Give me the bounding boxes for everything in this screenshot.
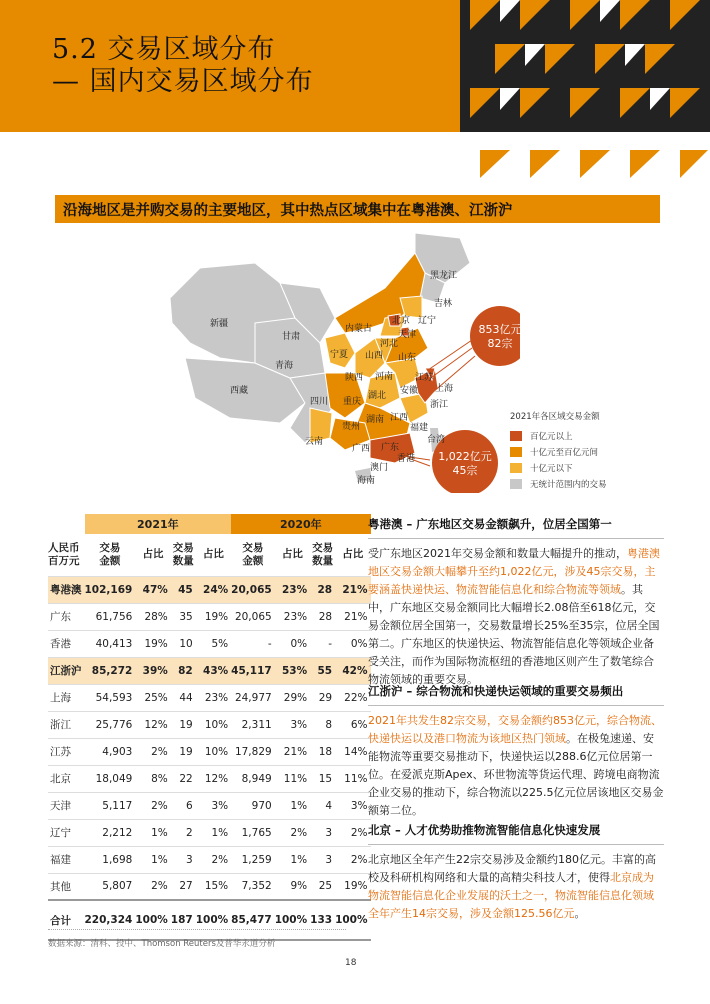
section-title: 粤港澳 – 广东地区交易金额飙升，位居全国第一 (368, 516, 664, 539)
divider (48, 929, 346, 930)
table-cell: 23% (283, 610, 308, 623)
section-gba (368, 516, 664, 689)
table-cell: 1% (151, 853, 168, 866)
table-cell: 20,065 (231, 576, 275, 603)
section-body: 受广东地区2021年交易金额和数量大幅提升的推动，粤港澳地区交易金额大幅攀升至约1,022亿元，涉及45宗交易，主要涵盖快递快运、物流智能信息化和综合物流等领域。其中，广东地区交易金额同比大幅增长2.08倍至618亿元，交易金额位居全国第一，交易数量增长25%至35宗，位居全国第二。广东地区的快递快运、物流智能信息化等领域企业备受关注，而作为国际物流枢纽的香港地区则产生了数笔综合物流领域的重要交易。 (368, 547, 660, 686)
map-label: 山西 (365, 351, 384, 361)
table-cell: 12% (144, 718, 168, 731)
table-cell: 25% (144, 691, 168, 704)
table-row (48, 873, 371, 900)
legend-item: 十亿元至百亿元间 (510, 444, 607, 460)
map-label: 吉林 (434, 299, 453, 309)
table-cell: 11% (344, 772, 368, 785)
table-cell: 14% (344, 745, 368, 758)
table-cell: 10% (204, 718, 229, 731)
region-name-cell: 北京 (50, 773, 71, 785)
table-cell: 45 (171, 576, 196, 603)
map-label: 青海 (275, 361, 294, 371)
map-label: 澳门 (370, 463, 389, 473)
table-row (48, 846, 371, 873)
table-cell: 1,259 (241, 853, 272, 866)
map-label: 湖北 (368, 391, 387, 401)
table-cell: 55 (310, 657, 335, 684)
table-cell: 42% (335, 657, 370, 684)
legend-title: 2021年各区域交易金额 (510, 412, 600, 422)
table-cell: 2 (186, 826, 193, 839)
table-cell: 1% (290, 799, 308, 812)
table-cell: 20,065 (234, 610, 272, 623)
table-cell: 47% (135, 576, 170, 603)
table-cell: 3 (186, 853, 193, 866)
col-share: 占比 (202, 548, 224, 561)
table-row (48, 819, 371, 846)
map-label: 山东 (398, 353, 417, 363)
region-name-cell: 上海 (50, 692, 71, 704)
map-label: 湖南 (366, 415, 385, 425)
year-2020-header: 2020年 (231, 514, 370, 534)
banner-text: 沿海地区是并购交易的主要地区，其中热点区域集中在粤港澳、江浙沪 (63, 203, 513, 219)
table-row (48, 603, 371, 630)
table-cell: 2% (350, 853, 368, 866)
map-label: 新疆 (210, 319, 229, 329)
table-row (48, 576, 371, 603)
table-cell: 19 (179, 718, 193, 731)
map-label: 宁夏 (330, 350, 349, 360)
table-cell: 3% (211, 799, 229, 812)
map-label: 河南 (375, 372, 394, 382)
table-cell: 22% (344, 691, 368, 704)
table-cell: - (267, 637, 272, 650)
table-cell: 8 (325, 718, 333, 731)
table-cell: 6 (186, 799, 193, 812)
region-name-cell: 辽宁 (50, 827, 71, 839)
region-name-cell: 福建 (50, 854, 71, 866)
table-cell: 15 (318, 772, 333, 785)
deal-region-table (48, 514, 371, 941)
col-amount: 交易 金额 (242, 541, 264, 567)
table-cell: 27 (179, 880, 193, 893)
table-cell: 8% (151, 772, 168, 785)
table-cell: 29 (318, 691, 333, 704)
table-cell: 17,829 (234, 745, 272, 758)
table-row (48, 792, 371, 819)
year-2021-header: 2021年 (85, 514, 232, 534)
table-cell: 2% (151, 745, 168, 758)
table-total-row (48, 900, 371, 940)
legend-item: 十亿元以下 (510, 460, 607, 476)
table-cell: 4 (325, 799, 333, 812)
region-name-cell: 江浙沪 (48, 657, 85, 684)
table-cell: 39% (135, 657, 170, 684)
table-cell: 2% (350, 826, 368, 839)
table-cell: 1% (151, 826, 168, 839)
table-row (48, 657, 371, 684)
map-label: 内蒙古 (345, 324, 373, 334)
map-label: 江西 (390, 413, 409, 423)
table-cell: 5% (211, 637, 229, 650)
table-cell: 100% (195, 914, 229, 926)
table-cell: 21% (335, 576, 370, 603)
col-amount: 交易 金额 (99, 541, 121, 567)
table-cell: 3% (290, 718, 308, 731)
map-label: 黑龙江 (430, 271, 458, 281)
table-cell: 24% (196, 576, 231, 603)
region-name-cell: 其他 (50, 880, 71, 893)
section-body: 2021年共发生82宗交易，交易金额约853亿元，综合物流、快递快运以及港口物流为该地区热门领域。在极兔速递、安能物流等重要交易推动下，快递快运以288.6亿元位居第一位。在爱派克斯Apex、环世物流等货运代理、跨境电商物流企业交易的推动下，综合物流以225.5亿元位居该地区交易金额第二位。 (368, 714, 664, 817)
table-cell: 22 (179, 772, 193, 785)
table-row (48, 630, 371, 657)
table-cell: 3% (350, 799, 368, 812)
table-cell: 54,593 (95, 691, 133, 704)
map-label: 上海 (435, 384, 454, 394)
table-cell: 2,311 (241, 718, 272, 731)
map-label: 香港 (397, 454, 416, 464)
table-cell: 29% (283, 691, 308, 704)
table-row (48, 738, 371, 765)
map-label: 辽宁 (418, 316, 437, 326)
map-label: 天津 (398, 330, 417, 340)
map-label: 河北 (380, 339, 399, 349)
table-cell: 85,477 (231, 914, 272, 926)
table-cell: 220,324 (84, 914, 133, 926)
legend-item: 百亿元以上 (510, 428, 607, 444)
table-cell: 24,977 (234, 691, 272, 704)
table-cell: 28 (318, 610, 333, 623)
col-count: 交易 数量 (312, 541, 334, 567)
region-name-cell: 广东 (50, 611, 71, 623)
table-cell: - (328, 637, 333, 650)
map-label: 福建 (410, 423, 429, 433)
table-cell: 18 (318, 745, 333, 758)
key-finding-banner (55, 195, 660, 223)
table-row (48, 711, 371, 738)
table-cell: 133 (310, 914, 333, 926)
table-cell: 7,352 (241, 880, 272, 893)
table-cell: 35 (179, 610, 193, 623)
table-cell: 23% (275, 576, 310, 603)
map-label: 台湾 (427, 435, 446, 445)
table-cell: 19% (344, 880, 368, 893)
title-line-1: 5.2 交易区域分布 (52, 34, 276, 65)
table-cell: 1% (211, 826, 229, 839)
col-share: 占比 (281, 548, 303, 561)
col-share: 占比 (342, 548, 364, 561)
table-cell: 61,756 (95, 610, 133, 623)
page-header (0, 0, 710, 132)
table-cell: 100% (135, 914, 168, 926)
region-name-cell: 粤港澳 (48, 576, 85, 603)
bubble-top-label: 853亿元 82宗 (478, 323, 522, 350)
unit-header: 人民币 百万元 (48, 541, 80, 567)
table-cell: 102,169 (85, 576, 136, 603)
table-cell: 15% (204, 880, 229, 893)
table-cell: 1% (290, 853, 308, 866)
map-label: 陕西 (345, 373, 364, 383)
section-beijing (368, 822, 664, 923)
section-yrd (368, 683, 664, 820)
table-cell: 6% (350, 718, 368, 731)
region-name-cell: 浙江 (50, 719, 71, 731)
table-cell: 10% (204, 745, 229, 758)
map-label: 广东 (381, 443, 400, 453)
table-cell: 85,272 (85, 657, 136, 684)
table-cell: 3 (325, 826, 333, 839)
table-cell: 4,903 (102, 745, 133, 758)
map-label: 广西 (352, 444, 371, 454)
map-label: 安徽 (400, 386, 419, 396)
table-cell: 45,117 (231, 657, 275, 684)
section-title: 北京 – 人才优势助推物流智能信息化快速发展 (368, 822, 664, 845)
map-label: 甘肃 (282, 332, 301, 342)
table-cell: 1,765 (241, 826, 272, 839)
table-cell: 0% (290, 637, 308, 650)
table-cell: 10 (179, 637, 193, 650)
table-cell: 100% (274, 914, 308, 926)
table-cell: 3 (325, 853, 333, 866)
page-number: 18 (345, 958, 357, 968)
table-cell: 25 (318, 880, 333, 893)
table-cell: 1,698 (102, 853, 133, 866)
region-name-cell: 江苏 (50, 746, 71, 758)
table-cell: 44 (179, 691, 193, 704)
table-cell: 21% (344, 610, 368, 623)
table-cell: 5,807 (102, 880, 133, 893)
col-share: 占比 (142, 548, 164, 561)
table-cell: 21% (283, 745, 308, 758)
map-label: 江苏 (415, 373, 434, 383)
table-cell: 2% (151, 799, 168, 812)
region-name-cell: 天津 (50, 800, 71, 812)
table-cell: 43% (196, 657, 231, 684)
page-title (52, 34, 314, 98)
table-cell: 18,049 (95, 772, 133, 785)
table-cell: 40,413 (95, 637, 133, 650)
table-cell: 2% (290, 826, 308, 839)
region-name-cell: 合计 (50, 914, 71, 927)
map-label: 浙江 (430, 400, 449, 410)
table-cell: 19 (179, 745, 193, 758)
table-cell: 5,117 (102, 799, 133, 812)
table-cell: 2% (211, 853, 229, 866)
map-legend (510, 410, 607, 492)
map-label: 北京 (392, 316, 411, 326)
table-cell: 12% (204, 772, 229, 785)
table-cell: 100% (335, 914, 368, 926)
map-label: 四川 (310, 397, 329, 407)
data-source: 数据来源：清科、投中、Thomson Reuters及普华永道分析 (48, 939, 276, 949)
table-cell: 28% (144, 610, 168, 623)
title-line-2: — 国内交易区域分布 (52, 66, 314, 97)
table-cell: 28 (310, 576, 335, 603)
table-cell: 2% (151, 880, 168, 893)
map-label: 贵州 (342, 422, 361, 432)
table-cell: 19% (204, 610, 229, 623)
table-cell: 0% (350, 637, 368, 650)
region-name-cell: 香港 (50, 638, 71, 650)
table-row (48, 684, 371, 711)
table-cell: 82 (171, 657, 196, 684)
table-row (48, 765, 371, 792)
table-cell: 8,949 (241, 772, 272, 785)
map-label: 云南 (305, 437, 324, 447)
triangle-pattern (460, 0, 710, 180)
table-cell: 23% (204, 691, 229, 704)
map-label: 海南 (357, 476, 376, 486)
legend-item: 无统计范围内的交易 (510, 476, 607, 492)
map-label: 重庆 (343, 397, 362, 407)
section-body: 北京地区全年产生22宗交易涉及金额约180亿元。丰富的高校及科研机构网络和大量的高精尖科技人才，使得北京成为物流智能信息化企业发展的沃土之一，物流智能信息化领域全年产生14宗交易，涉及金额125.56亿元。 (368, 853, 656, 920)
table-cell: 19% (144, 637, 168, 650)
table-cell: 2,212 (102, 826, 133, 839)
col-count: 交易 数量 (172, 541, 194, 567)
section-title: 江浙沪 – 综合物流和快递快运领域的重要交易频出 (368, 683, 664, 706)
table-cell: 53% (275, 657, 310, 684)
table-cell: 25,776 (95, 718, 133, 731)
bubble-bottom-label: 1,022亿元 45宗 (438, 450, 492, 477)
table-cell: 11% (283, 772, 308, 785)
table-cell: 187 (170, 914, 193, 926)
map-label: 西藏 (230, 386, 249, 396)
table-cell: 970 (251, 799, 272, 812)
table-cell: 9% (290, 880, 308, 893)
